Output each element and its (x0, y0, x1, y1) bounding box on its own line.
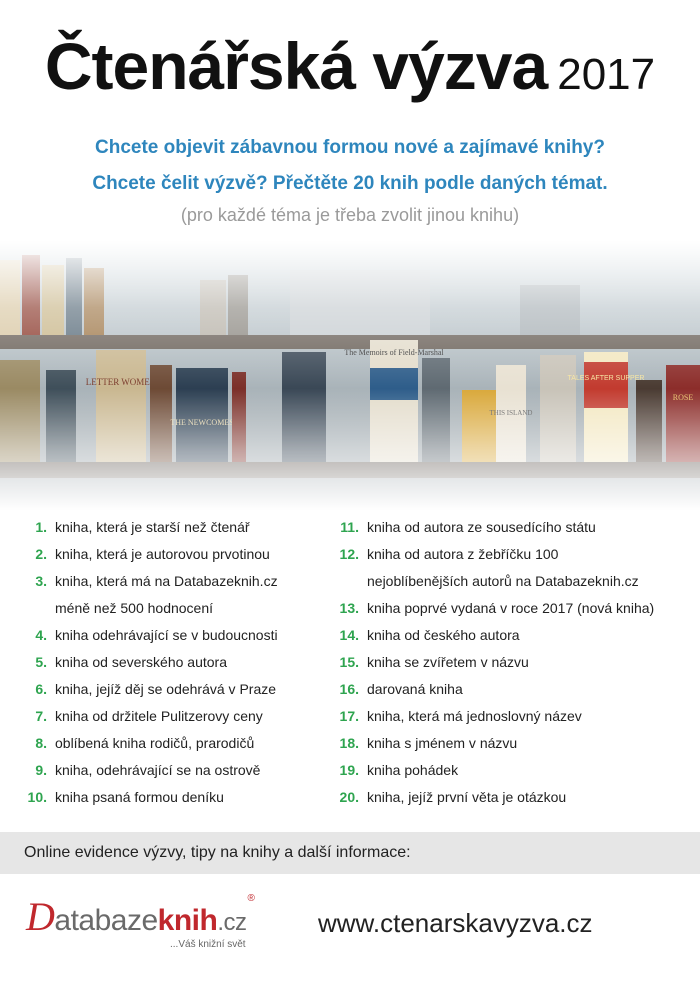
challenge-text: kniha, která je starší než čtenář (55, 519, 250, 535)
challenge-text: kniha, jejíž děj se odehrává v Praze (55, 681, 277, 697)
challenge-item (22, 622, 322, 649)
logo-wordmark (26, 893, 254, 940)
challenge-item (22, 703, 322, 730)
lead-question-1: Chcete objevit zábavnou formou nové a zajímavé knihy? (95, 137, 605, 158)
challenge-number: 19. (339, 762, 359, 778)
website-link[interactable]: www.ctenarskavyzva.cz (318, 908, 593, 938)
title-text: Čtenářská výzva (44, 29, 548, 103)
challenge-text-continued: méně než 500 hodnocení (55, 600, 214, 616)
challenge-text: kniha s jménem v názvu (367, 735, 518, 751)
banner-text: Online evidence výzvy, tipy na knihy a další informace: (24, 844, 411, 861)
logo-part-red: knih (157, 904, 218, 937)
challenge-number: 12. (339, 546, 359, 562)
challenge-text: kniha od autora ze sousedícího státu (367, 519, 596, 535)
challenge-text: kniha od severského autora (55, 654, 227, 670)
challenge-text: kniha poprvé vydaná v roce 2017 (nová kniha) (367, 600, 655, 616)
challenge-item (334, 595, 684, 622)
challenge-item (334, 676, 684, 703)
lead-question-2: Chcete čelit výzvě? Přečtěte 20 knih podle daných témat. (92, 173, 608, 194)
challenge-number: 16. (339, 681, 359, 697)
challenge-text: kniha, která je autorovou prvotinou (55, 546, 270, 562)
challenge-text: kniha, odehrávající se na ostrově (55, 762, 261, 778)
logo-tld: .cz (217, 909, 247, 936)
photo-fade-overlay (0, 240, 700, 510)
challenge-item (334, 784, 684, 811)
challenge-number: 18. (339, 735, 359, 751)
challenge-item (334, 757, 684, 784)
challenge-list-left (22, 514, 322, 811)
challenge-item (22, 568, 322, 622)
challenge-text: kniha, která má jednoslovný název (367, 708, 582, 724)
challenge-number: 11. (340, 519, 359, 535)
challenge-number: 3. (35, 573, 47, 589)
info-banner (0, 832, 700, 874)
challenge-text-continued: nejoblíbenějších autorů na Databazeknih.cz (367, 573, 639, 589)
challenge-item (22, 541, 322, 568)
challenge-text: darovaná kniha (367, 681, 463, 697)
challenge-number: 5. (35, 654, 47, 670)
challenge-text: kniha se zvířetem v názvu (367, 654, 529, 670)
challenge-text: kniha, která má na Databazeknih.cz (55, 573, 278, 589)
challenge-number: 14. (339, 627, 359, 643)
databazeknih-logo[interactable] (26, 893, 286, 963)
challenge-item (334, 730, 684, 757)
logo-part-gray: atabaze (54, 904, 158, 937)
challenge-item (334, 703, 684, 730)
challenge-number: 2. (35, 546, 47, 562)
challenge-number: 7. (35, 708, 47, 724)
title-year: 2017 (557, 50, 656, 99)
bookshelf-photo (0, 240, 700, 510)
challenge-item (22, 757, 322, 784)
challenge-number: 6. (35, 681, 47, 697)
challenge-text: kniha odehrávající se v budoucnosti (55, 627, 278, 643)
challenge-item (334, 649, 684, 676)
challenge-item (334, 541, 684, 595)
challenge-text: kniha psaná formou deníku (55, 789, 224, 805)
challenge-list-right (334, 514, 684, 811)
challenge-item (22, 784, 322, 811)
challenge-item (22, 514, 322, 541)
challenge-text: kniha od autora z žebříčku 100 (367, 546, 559, 562)
challenge-item (334, 514, 684, 541)
challenge-number: 10. (27, 789, 47, 805)
challenge-number: 13. (339, 600, 359, 616)
challenge-number: 15. (339, 654, 359, 670)
challenge-number: 8. (35, 735, 47, 751)
challenge-text: kniha pohádek (367, 762, 459, 778)
challenge-item (22, 649, 322, 676)
challenge-number: 1. (35, 519, 47, 535)
challenge-item (22, 730, 322, 757)
challenge-item (334, 622, 684, 649)
challenge-number: 20. (339, 789, 359, 805)
bookshelf-illustration (0, 240, 700, 510)
challenge-text: kniha od českého autora (367, 627, 520, 643)
subtitle-note: (pro každé téma je třeba zvolit jinou knihu) (180, 205, 520, 225)
challenge-number: 4. (35, 627, 47, 643)
challenge-text: kniha, jejíž první věta je otázkou (367, 789, 567, 805)
challenge-number: 9. (35, 762, 47, 778)
challenge-number: 17. (339, 708, 359, 724)
challenge-item (22, 676, 322, 703)
logo-registered-mark: ® (247, 893, 255, 904)
logo-initial: D (26, 894, 55, 939)
challenge-text: kniha od držitele Pulitzerovy ceny (55, 708, 263, 724)
page-title (0, 28, 700, 104)
challenge-text: oblíbená kniha rodičů, prarodičů (55, 735, 255, 751)
logo-tagline: ...Váš knižní svět (170, 939, 246, 950)
